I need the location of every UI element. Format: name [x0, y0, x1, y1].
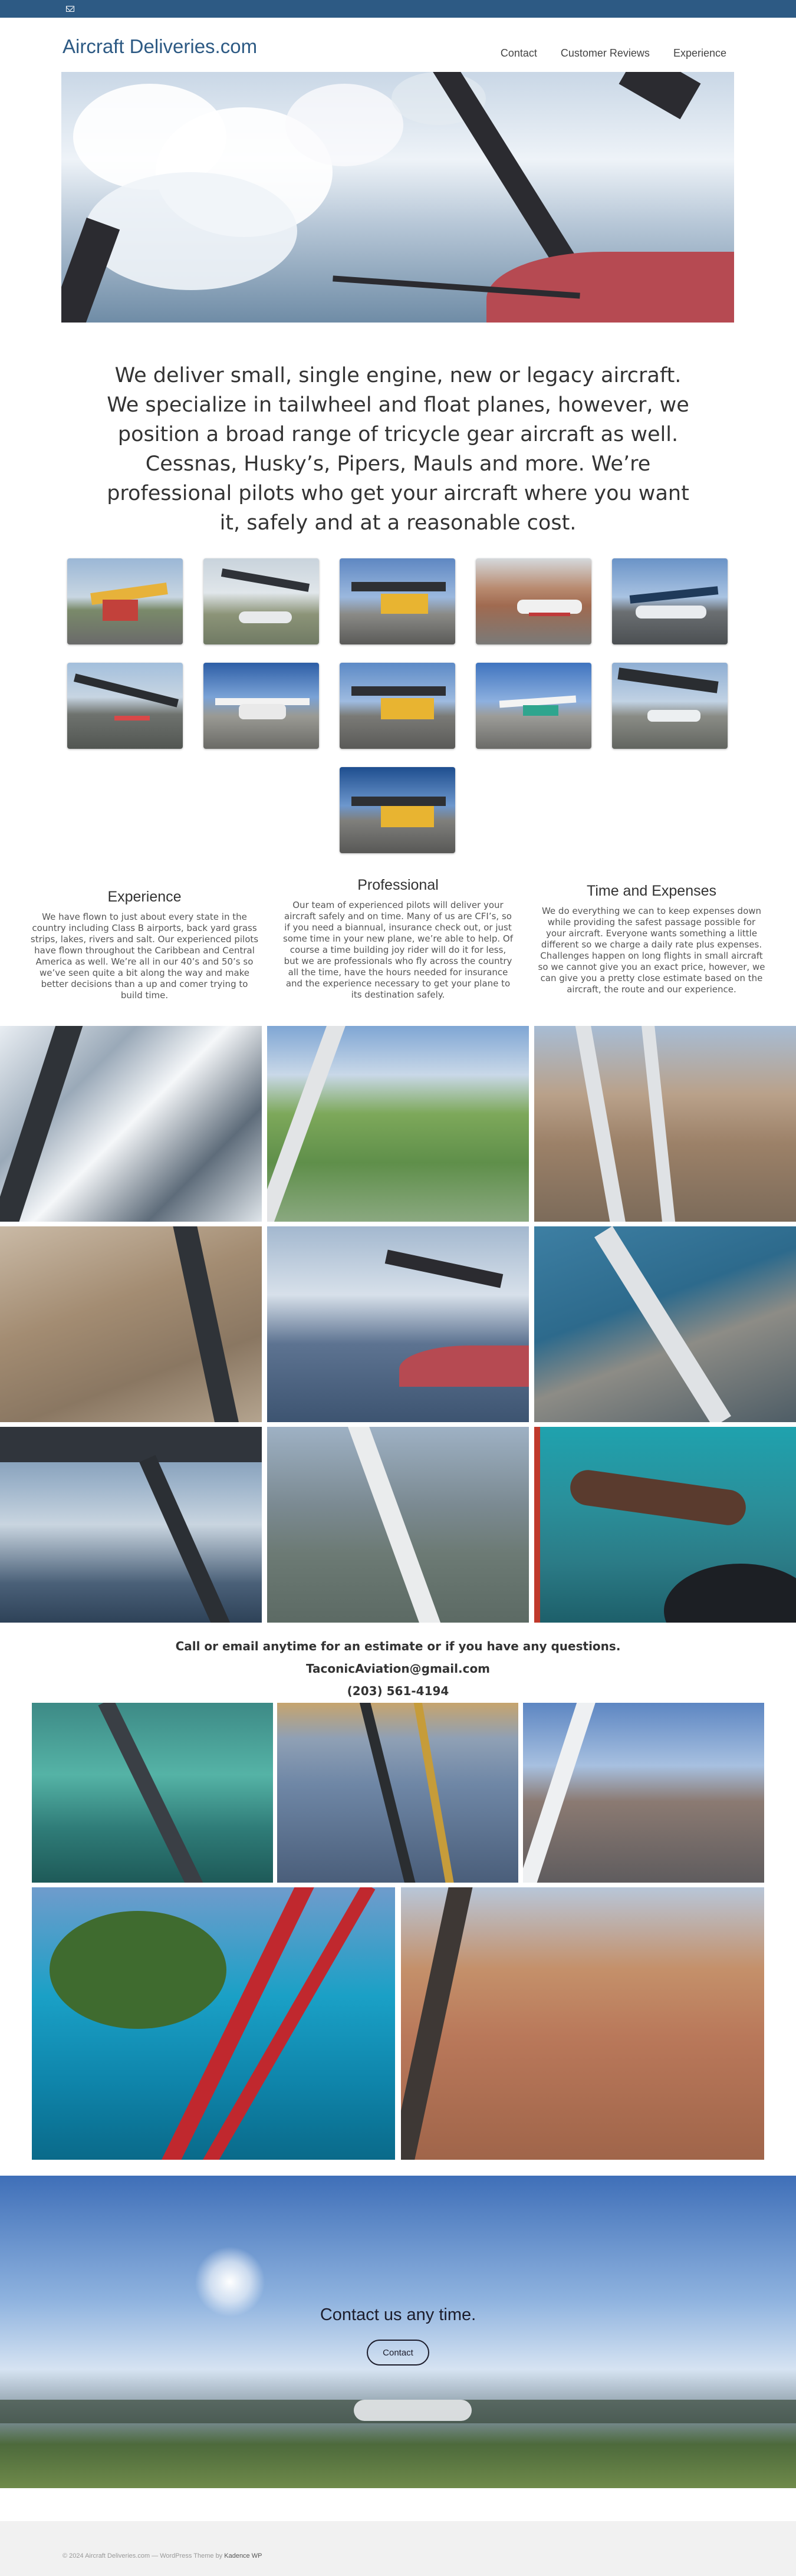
thumbnail[interactable]: [203, 663, 319, 749]
thumbnail[interactable]: [203, 558, 319, 644]
mail-icon[interactable]: [66, 6, 74, 12]
aerial-photo[interactable]: [0, 1427, 262, 1623]
contact-prompt: Call or email anytime for an estimate or if you have any questions.: [175, 1639, 621, 1653]
contact-phone[interactable]: (203) 561-4194: [347, 1684, 449, 1698]
nav-customer-reviews[interactable]: Customer Reviews: [560, 47, 650, 59]
site-logo[interactable]: Aircraft Deliveries.com: [63, 35, 258, 57]
experience-heading: Experience: [107, 889, 182, 905]
aerial-photo[interactable]: [267, 1427, 529, 1623]
cta-heading: Contact us any time.: [320, 2305, 476, 2324]
footer-text: [63, 2552, 262, 2559]
aerial-photo[interactable]: [267, 1026, 529, 1222]
thumbnail[interactable]: [476, 663, 591, 749]
aerial-photo[interactable]: [523, 1703, 764, 1883]
thumbnail[interactable]: [67, 558, 183, 644]
aerial-photo[interactable]: [534, 1427, 796, 1623]
aerial-photo[interactable]: [32, 1703, 273, 1883]
thumbnail[interactable]: [340, 663, 455, 749]
aerial-photo[interactable]: [534, 1226, 796, 1422]
experience-column: [29, 889, 259, 1001]
experience-text: We have flown to just about every state in the country including Class B airports, back yard grass strips, lakes, rivers and salt. Our experienced pilots have flown throughout the Caribbean and Central America as well. We’re all in our 40’s and 50’s so we’ve seen quite a bit along the way and make better decisions than a up and comer trying to build time.: [30, 912, 259, 1001]
thumbnail[interactable]: [476, 558, 591, 644]
site-footer: [0, 2521, 796, 2576]
professional-column: [283, 877, 513, 1001]
thumbnail[interactable]: [67, 663, 183, 749]
thumbnail[interactable]: [340, 558, 455, 644]
aerial-photo[interactable]: [0, 1026, 262, 1222]
nav-contact[interactable]: Contact: [500, 47, 537, 59]
aerial-photo[interactable]: [0, 1226, 262, 1422]
hero-image: [61, 72, 734, 323]
time-expenses-column: [537, 883, 767, 995]
professional-heading: Professional: [357, 877, 439, 893]
thumbnail[interactable]: [340, 767, 455, 853]
site-header: [0, 18, 796, 72]
contact-info: [0, 1639, 796, 1698]
time-expenses-text: We do everything we can to keep expenses down while providing the safest passage possible for your aircraft. Everyone wants something a little different so we charge a daily rate plus expenses. Challenges happen on long flights in small aircraft so we cannot give you an exact price, however, we can give you a pretty close estimate based on the aircraft, the route and our experience.: [538, 906, 765, 995]
main-nav: [501, 47, 726, 60]
footer-credit-link[interactable]: Kadence WP: [224, 2552, 262, 2559]
time-expenses-heading: Time and Expenses: [586, 883, 717, 899]
thumbnail[interactable]: [612, 663, 728, 749]
contact-button[interactable]: Contact: [367, 2340, 429, 2366]
aerial-photo-mosaic: [0, 1026, 796, 1623]
professional-text: Our team of experienced pilots will deliver your aircraft safely and on time. Many of us are CFI’s, so if you need a biannual, insurance check out, or just some time in your new plane, we’re able to help. Of course a time building joy rider will do it for less, but we are professionals who fly across the country all the time, have the hours needed for insurance and the experience necessary to get your plane to its destination safely.: [283, 900, 513, 1000]
aerial-photo[interactable]: [32, 1887, 395, 2160]
contact-cta-section: [0, 2176, 796, 2488]
contact-email[interactable]: TaconicAviation@gmail.com: [305, 1662, 491, 1676]
footer-copyright: © 2024 Aircraft Deliveries.com — WordPress Theme by: [63, 2552, 223, 2559]
aerial-photo[interactable]: [277, 1703, 518, 1883]
intro-text: We deliver small, single engine, new or legacy aircraft. We specialize in tailwheel and float planes, however, we position a broad range of tricycle gear aircraft as well. Cessnas, Husky’s, Pipers, Mauls and more. We’re professional pilots who get your aircraft where you want it, safely and at a reasonable cost.: [107, 364, 689, 535]
nav-experience[interactable]: Experience: [673, 47, 726, 59]
aerial-photo[interactable]: [534, 1026, 796, 1222]
aerial-photo[interactable]: [267, 1226, 529, 1422]
aerial-gallery: [32, 1703, 764, 2160]
thumbnail[interactable]: [612, 558, 728, 644]
top-bar: [0, 0, 796, 18]
aerial-photo[interactable]: [401, 1887, 764, 2160]
